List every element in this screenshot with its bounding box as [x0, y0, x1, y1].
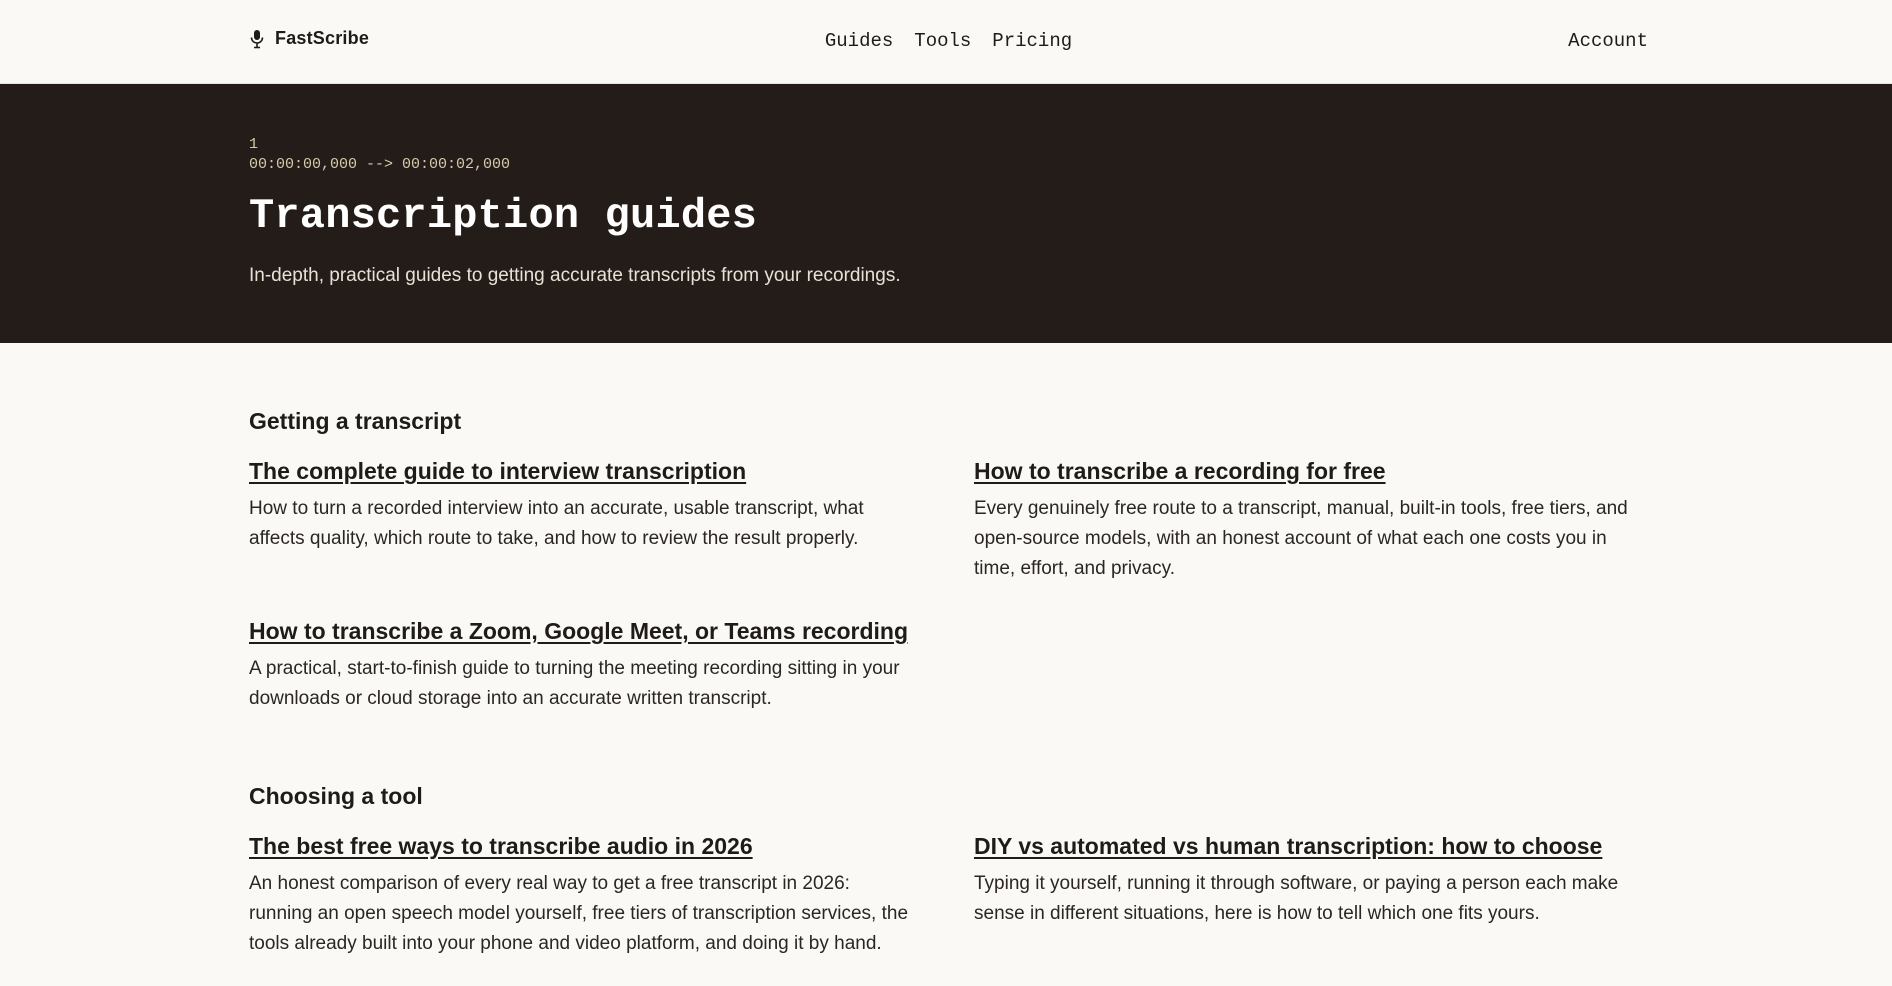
main-nav [825, 30, 1072, 52]
page-subtitle: In-depth, practical guides to getting accurate transcripts from your recordings. [249, 265, 901, 286]
guide-card [249, 618, 915, 714]
guide-link-meeting-recording[interactable]: How to transcribe a Zoom, Google Meet, or Teams recording [249, 618, 909, 644]
account-link[interactable]: Account [1568, 30, 1648, 52]
guide-link-free-recording[interactable]: How to transcribe a recording for free [974, 458, 1386, 484]
guide-card [249, 833, 915, 959]
subtitle-cue-timestamp: 00:00:00,000 --> 00:00:02,000 [249, 156, 511, 173]
nav-guides[interactable]: Guides [824, 30, 894, 52]
guide-description: An honest comparison of every real way to get a free transcript in 2026: running an open speech model yourself, free tiers of transcription services, the tools already built into your phone and video platform, and doing it by hand. [249, 873, 909, 954]
guide-link-best-free-ways[interactable]: The best free ways to transcribe audio in 2026 [249, 833, 753, 859]
header-container [249, 0, 1648, 83]
guide-card [974, 458, 1640, 584]
guide-card [249, 458, 915, 554]
section-title-getting-transcript: Getting a transcript [249, 408, 462, 434]
subtitle-cue-index: 1 [249, 136, 259, 153]
guide-card [974, 833, 1640, 929]
section-title-choosing-tool: Choosing a tool [249, 783, 423, 809]
microphone-icon [249, 29, 265, 49]
hero-banner [0, 84, 1892, 343]
guide-description: How to turn a recorded interview into an accurate, usable transcript, what affects quality, which route to take, and how to review the result properly. [249, 498, 864, 549]
guide-link-interview-transcription[interactable]: The complete guide to interview transcription [249, 458, 747, 484]
hero-container [249, 84, 1648, 343]
nav-pricing[interactable]: Pricing [992, 30, 1073, 52]
guide-description: Typing it yourself, running it through software, or paying a person each make sense in different situations, here is how to tell which one fits yours. [974, 873, 1619, 924]
guide-link-diy-vs-automated[interactable]: DIY vs automated vs human transcription: how to choose [974, 833, 1603, 859]
guide-description: A practical, start-to-finish guide to turning the meeting recording sitting in your downloads or cloud storage into an accurate written transcript. [249, 658, 900, 709]
nav-tools[interactable]: Tools [914, 30, 972, 52]
page-title: Transcription guides [249, 192, 758, 240]
guides-content [0, 343, 1892, 986]
logo[interactable] [249, 28, 369, 49]
site-header [0, 0, 1892, 84]
logo-text: FastScribe [275, 28, 370, 48]
guide-description: Every genuinely free route to a transcript, manual, built-in tools, free tiers, and open-source models, with an honest account of what each one costs you in time, effort, and privacy. [974, 498, 1628, 579]
